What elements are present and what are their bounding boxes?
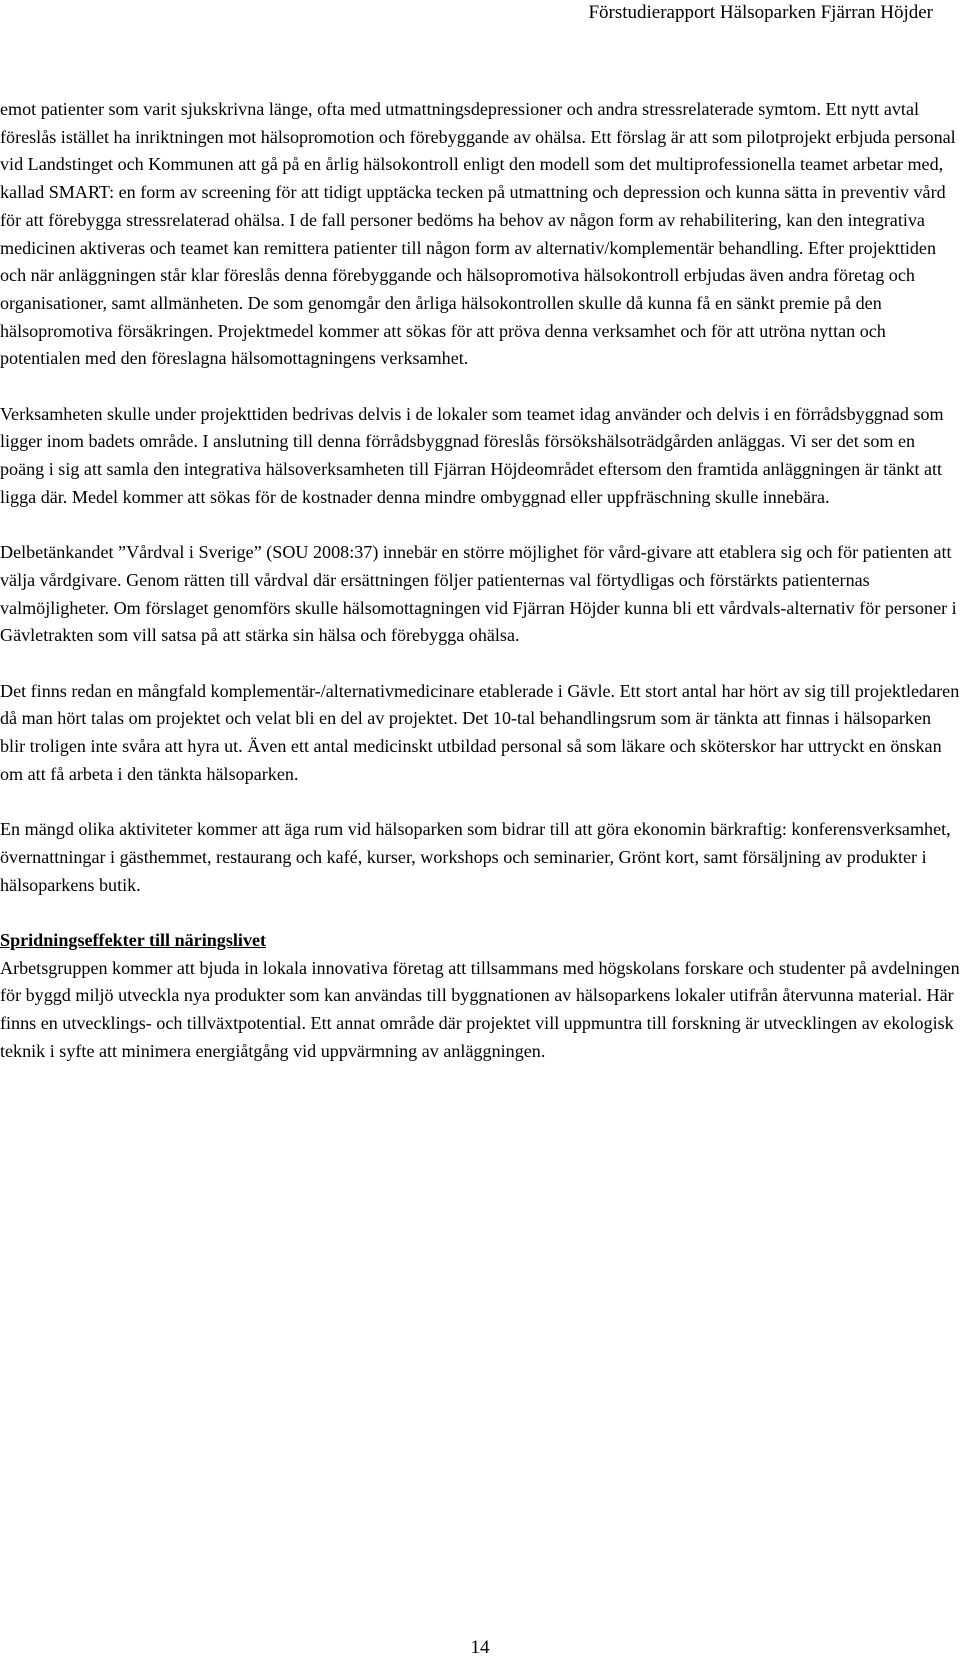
paragraph-gap	[0, 373, 960, 401]
page-number: 14	[470, 1637, 490, 1658]
page-header: Förstudierapport Hälsoparken Fjärran Höjder	[588, 2, 933, 23]
body-paragraph: emot patienter som varit sjukskrivna länge, ofta med utmattningsdepressioner och andra stressrelaterade symtom. Ett nytt avtal föreslås istället ha inriktningen mot hälsopromotion och förebyggande av ohälsa. Ett förslag är att som pilotprojekt erbjuda personal vid Landstinget och Kommunen att gå på en årlig hälsokontroll enligt den modell som det multiprofessionella teamet arbetar med, kallad SMART: en form av screening för att tidigt upptäcka tecken på utmattning och depression och kunna sätta in preventiv vård för att förebygga stressrelaterad ohälsa. I de fall personer bedöms ha behov av någon form av rehabilitering, kan den integrativa medicinen aktiveras och teamet kan remittera patienter till någon form av alternativ/komplementär behandling. Efter projekttiden och när anläggningen står klar föreslås denna förebyggande och hälsopromotiva hälsokontroll erbjudas även andra företag och organisationer, samt allmänheten. De som genomgår den årliga hälsokontrollen skulle då kunna få en sänkt premie på den hälsopromotiva försäkringen. Projektmedel kommer att sökas för att pröva denna verksamhet och för att utröna nyttan och potentialen med den föreslagna hälsomottagningens verksamhet.	[0, 99, 956, 369]
body-paragraph: En mängd olika aktiviteter kommer att äga rum vid hälsoparken som bidrar till att göra ekonomin bärkraftig: konferensverksamhet, övernattningar i gästhemmet, restaurang och kafé, kurser, workshops och seminarier, Grönt kort, samt försäljning av produkter i hälsoparkens butik.	[0, 819, 951, 895]
paragraph-gap	[0, 650, 960, 678]
paragraph-gap	[0, 899, 960, 927]
body-paragraph: Delbetänkandet ”Vårdval i Sverige” (SOU 2008:37) innebär en större möjlighet för vård-givare att etablera sig och för patienten att välja vårdgivare. Genom rätten till vårdval där ersättningen följer patienternas val förtydligas och förstärkts patienternas valmöjligheter. Om förslaget genomförs skulle hälsomottagningen vid Fjärran Höjder kunna bli ett vårdvals-alternativ för personer i Gävletrakten som vill satsa på att stärka sin hälsa och förebygga ohälsa.	[0, 542, 957, 646]
paragraph-gap	[0, 789, 960, 817]
section-paragraph: Arbetsgruppen kommer att bjuda in lokala innovativa företag att tillsammans med högskolans forskare och studenter på avdelningen för byggd miljö utveckla nya produkter som kan användas till byggnationen av hälsoparkens lokaler utifrån återvunna material. Här finns en utvecklings- och tillväxtpotential. Ett annat område där projektet vill uppmuntra till forskning är utvecklingen av ekologisk teknik i syfte att minimera energiåtgång vid uppvärmning av anläggningen.	[0, 957, 960, 1061]
paragraph-gap	[0, 512, 960, 540]
document-body	[0, 96, 960, 1066]
body-paragraph: Det finns redan en mångfald komplementär-/alternativmedicinare etablerade i Gävle. Ett stort antal har hört av sig till projektledaren då man hört talas om projektet och velat bli en del av projektet. Det 10-tal behandlingsrum som är tänkta att finnas i hälsoparken blir troligen inte svåra att hyra ut. Även ett antal medicinskt utbildad personal så som läkare och sköterskor har uttryckt en önskan om att få arbeta i den tänkta hälsoparken.	[0, 680, 960, 784]
body-paragraph: Verksamheten skulle under projekttiden bedrivas delvis i de lokaler som teamet idag använder och delvis i en förrådsbyggnad som ligger inom badets område. I anslutning till denna förrådsbyggnad föreslås försökshälsoträdgården anläggas. Vi ser det som en poäng i sig att samla den integrativa hälsoverksamheten till Fjärran Höjdeområdet eftersom den framtida anläggningen är tänkt att ligga där. Medel kommer att sökas för de kostnader denna mindre ombyggnad eller uppfräschning skulle innebära.	[0, 403, 944, 507]
section-heading: Spridningseffekter till näringslivet	[0, 930, 267, 951]
